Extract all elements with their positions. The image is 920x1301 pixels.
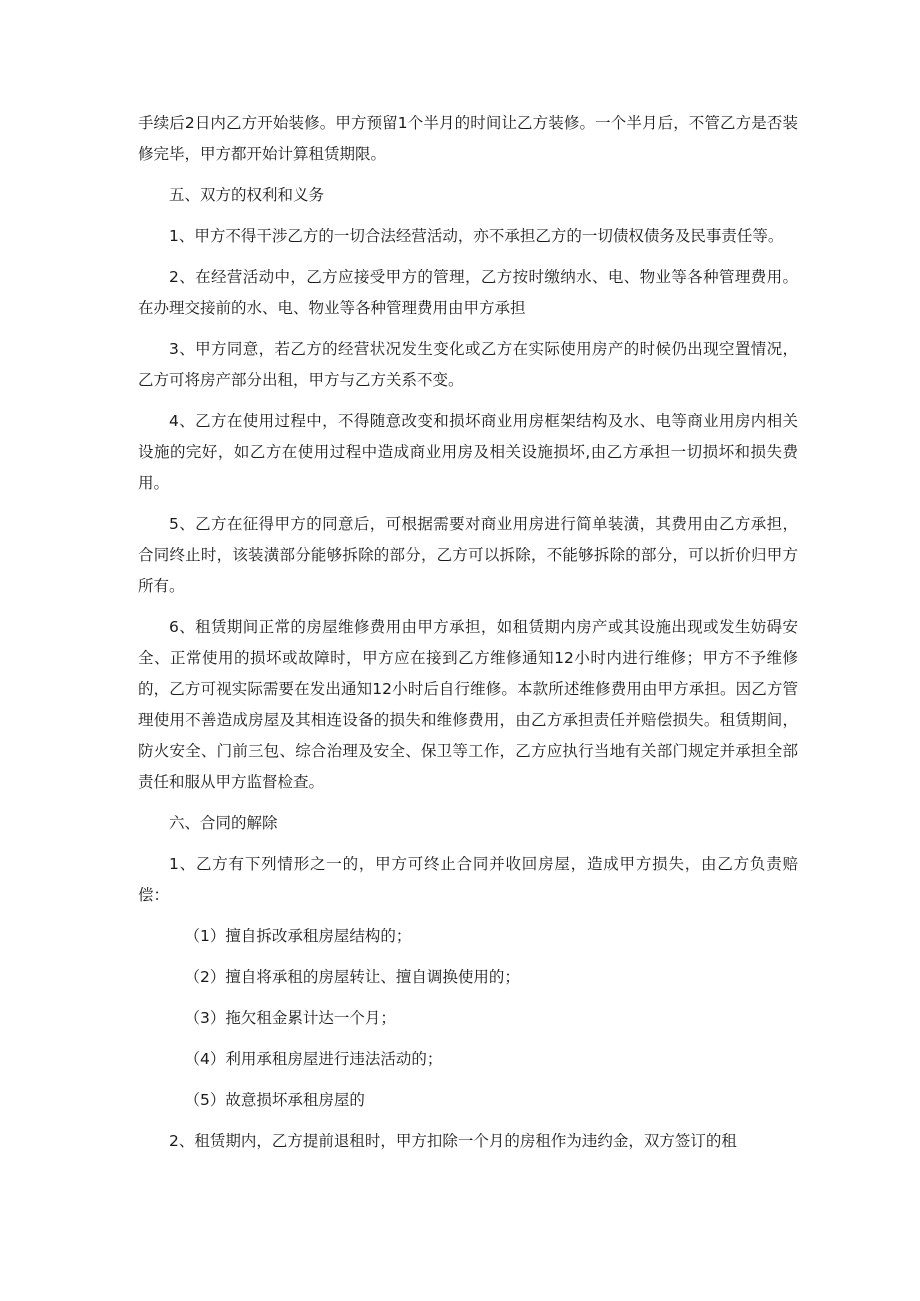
- sub-item-2: （2）擅自将承租的房屋转让、擅自调换使用的；: [184, 968, 520, 986]
- clause-5-4: 4、乙方在使用过程中，不得随意改变和损坏商业用房框架结构及水、电等商业用房内相关设施的完好，如乙方在使用过程中造成商业用房及相关设施损坏,由乙方承担一切损坏和损失费用。: [138, 412, 798, 492]
- clause-5-5: 5、乙方在征得甲方的同意后，可根据需要对商业用房进行简单装潢，其费用由乙方承担，合同终止时，该装潢部分能够拆除的部分，乙方可以拆除，不能够拆除的部分，可以折价归甲方所有。: [138, 515, 798, 595]
- clause-5-6: 6、租赁期间正常的房屋维修费用由甲方承担，如租赁期内房产或其设施出现或发生妨碍安全、正常使用的损坏或故障时，甲方应在接到乙方维修通知12小时内进行维修；甲方不予维修的，乙方可视实际需要在发出通知12小时后自行维修。本款所述维修费用由甲方承担。因乙方管理使用不善造成房屋及其相连设备的损失和维修费用，由乙方承担责任并赔偿损失。租赁期间，防火安全、门前三包、综合治理及安全、保卫等工作，乙方应执行当地有关部门规定并承担全部责任和服从甲方监督检查。: [138, 618, 798, 791]
- document-body: [138, 108, 798, 1167]
- paragraph-continued: 手续后2日内乙方开始装修。甲方预留1个半月的时间让乙方装修。一个半月后，不管乙方是否装修完毕，甲方都开始计算租赁期限。: [138, 114, 798, 163]
- clause-6-2: 2、租赁期内，乙方提前退租时，甲方扣除一个月的房租作为违约金，双方签订的租: [169, 1132, 737, 1150]
- clause-6-1: 1、乙方有下列情形之一的，甲方可终止合同并收回房屋，造成甲方损失，由乙方负责赔偿：: [138, 855, 798, 904]
- section-heading-rights-obligations: 五、双方的权利和义务: [169, 186, 325, 204]
- clause-5-2: 2、在经营活动中，乙方应接受甲方的管理，乙方按时缴纳水、电、物业等各种管理费用。在办理交接前的水、电、物业等各种管理费用由甲方承担: [138, 268, 798, 317]
- sub-item-3: （3）拖欠租金累计达一个月；: [184, 1009, 396, 1027]
- sub-item-5: （5）故意损坏承租房屋的: [184, 1091, 365, 1109]
- clause-5-3: 3、甲方同意，若乙方的经营状况发生变化或乙方在实际使用房产的时候仍出现空置情况，乙方可将房产部分出租，甲方与乙方关系不变。: [138, 340, 798, 389]
- section-heading-termination: 六、合同的解除: [169, 814, 278, 832]
- sub-item-4: （4）利用承租房屋进行违法活动的；: [184, 1050, 443, 1068]
- clause-5-1: 1、甲方不得干涉乙方的一切合法经营活动，亦不承担乙方的一切债权债务及民事责任等。: [169, 227, 784, 245]
- sub-item-1: （1）擅自拆改承租房屋结构的；: [184, 927, 412, 945]
